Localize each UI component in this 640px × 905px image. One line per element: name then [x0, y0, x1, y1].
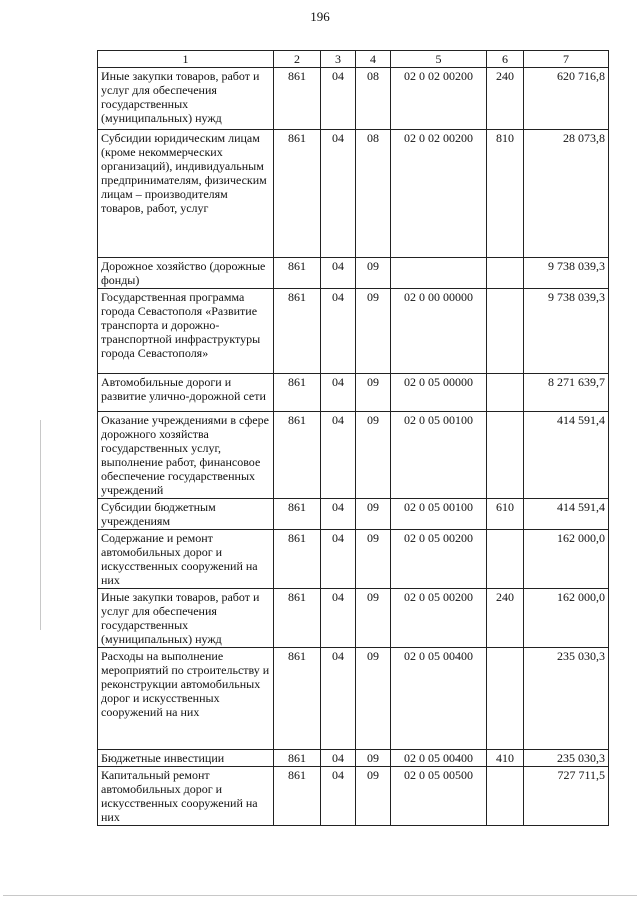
cell-section: 04 [321, 374, 356, 412]
cell-amount: 727 711,5 [524, 767, 609, 826]
cell-ministry: 861 [274, 530, 321, 589]
cell-section: 04 [321, 258, 356, 289]
cell-ministry: 861 [274, 258, 321, 289]
cell-amount: 9 738 039,3 [524, 258, 609, 289]
cell-target: 02 0 05 00400 [391, 750, 487, 767]
cell-subsection: 08 [356, 68, 391, 130]
cell-target: 02 0 02 00200 [391, 68, 487, 130]
scan-artifact [40, 420, 41, 630]
cell-target: 02 0 05 00100 [391, 499, 487, 530]
column-header: 4 [356, 51, 391, 68]
cell-target: 02 0 05 00000 [391, 374, 487, 412]
cell-amount: 620 716,8 [524, 68, 609, 130]
cell-expense-type [487, 258, 524, 289]
cell-section: 04 [321, 412, 356, 499]
budget-table [97, 50, 609, 826]
cell-amount: 414 591,4 [524, 412, 609, 499]
cell-name: Иные закупки товаров, работ и услуг для обеспечения государственных (муниципальных) нужд [98, 68, 274, 130]
table-row [98, 589, 609, 648]
cell-amount: 162 000,0 [524, 530, 609, 589]
cell-ministry: 861 [274, 130, 321, 258]
scan-artifact [3, 895, 637, 896]
cell-target: 02 0 05 00200 [391, 530, 487, 589]
column-header: 2 [274, 51, 321, 68]
cell-section: 04 [321, 648, 356, 750]
table-row [98, 530, 609, 589]
cell-name: Бюджетные инвестиции [98, 750, 274, 767]
table-row [98, 130, 609, 258]
cell-expense-type [487, 648, 524, 750]
cell-target: 02 0 00 00000 [391, 289, 487, 374]
cell-section: 04 [321, 68, 356, 130]
cell-expense-type: 810 [487, 130, 524, 258]
cell-target [391, 258, 487, 289]
cell-section: 04 [321, 530, 356, 589]
table-row [98, 499, 609, 530]
cell-amount: 8 271 639,7 [524, 374, 609, 412]
cell-name: Субсидии юридическим лицам (кроме некоммерческих организаций), индивидуальным предпринимателям, физическим лицам – производителям товаров, работ, услуг [98, 130, 274, 258]
cell-subsection: 09 [356, 648, 391, 750]
cell-target: 02 0 05 00400 [391, 648, 487, 750]
cell-subsection: 08 [356, 130, 391, 258]
cell-ministry: 861 [274, 68, 321, 130]
cell-expense-type: 610 [487, 499, 524, 530]
cell-section: 04 [321, 589, 356, 648]
cell-target: 02 0 05 00500 [391, 767, 487, 826]
page-number: 196 [310, 9, 330, 24]
cell-target: 02 0 05 00100 [391, 412, 487, 499]
cell-amount: 235 030,3 [524, 648, 609, 750]
cell-amount: 9 738 039,3 [524, 289, 609, 374]
cell-ministry: 861 [274, 374, 321, 412]
table-row [98, 68, 609, 130]
cell-expense-type: 410 [487, 750, 524, 767]
cell-expense-type [487, 289, 524, 374]
cell-expense-type [487, 530, 524, 589]
cell-expense-type: 240 [487, 68, 524, 130]
cell-amount: 235 030,3 [524, 750, 609, 767]
cell-ministry: 861 [274, 499, 321, 530]
column-header: 5 [391, 51, 487, 68]
cell-section: 04 [321, 130, 356, 258]
cell-subsection: 09 [356, 374, 391, 412]
cell-expense-type: 240 [487, 589, 524, 648]
cell-subsection: 09 [356, 530, 391, 589]
cell-name: Субсидии бюджетным учреждениям [98, 499, 274, 530]
cell-subsection: 09 [356, 499, 391, 530]
cell-name: Содержание и ремонт автомобильных дорог и искусственных сооружений на них [98, 530, 274, 589]
cell-expense-type [487, 767, 524, 826]
cell-name: Иные закупки товаров, работ и услуг для обеспечения государственных (муниципальных) нужд [98, 589, 274, 648]
cell-ministry: 861 [274, 412, 321, 499]
table-row [98, 750, 609, 767]
column-header: 3 [321, 51, 356, 68]
cell-name: Расходы на выполнение мероприятий по строительству и реконструкции автомобильных дорог и искусственных сооружений на них [98, 648, 274, 750]
cell-subsection: 09 [356, 750, 391, 767]
cell-amount: 28 073,8 [524, 130, 609, 258]
table-row [98, 648, 609, 750]
cell-subsection: 09 [356, 767, 391, 826]
cell-ministry: 861 [274, 648, 321, 750]
cell-name: Государственная программа города Севастополя «Развитие транспорта и дорожно-транспортной инфраструктуры города Севастополя» [98, 289, 274, 374]
table-row [98, 258, 609, 289]
cell-section: 04 [321, 289, 356, 374]
column-header: 1 [98, 51, 274, 68]
cell-section: 04 [321, 499, 356, 530]
cell-name: Автомобильные дороги и развитие улично-дорожной сети [98, 374, 274, 412]
cell-ministry: 861 [274, 589, 321, 648]
cell-target: 02 0 02 00200 [391, 130, 487, 258]
cell-subsection: 09 [356, 412, 391, 499]
cell-section: 04 [321, 750, 356, 767]
cell-expense-type [487, 412, 524, 499]
cell-section: 04 [321, 767, 356, 826]
cell-name: Капитальный ремонт автомобильных дорог и искусственных сооружений на них [98, 767, 274, 826]
cell-ministry: 861 [274, 767, 321, 826]
cell-ministry: 861 [274, 289, 321, 374]
table-body [98, 68, 609, 826]
cell-ministry: 861 [274, 750, 321, 767]
table-row [98, 767, 609, 826]
cell-amount: 162 000,0 [524, 589, 609, 648]
column-header: 7 [524, 51, 609, 68]
table-row [98, 374, 609, 412]
column-header: 6 [487, 51, 524, 68]
cell-subsection: 09 [356, 289, 391, 374]
cell-name: Оказание учреждениями в сфере дорожного хозяйства государственных услуг, выполнение работ, финансовое обеспечение государственных учреждений [98, 412, 274, 499]
table-row [98, 412, 609, 499]
cell-subsection: 09 [356, 258, 391, 289]
cell-target: 02 0 05 00200 [391, 589, 487, 648]
cell-amount: 414 591,4 [524, 499, 609, 530]
cell-name: Дорожное хозяйство (дорожные фонды) [98, 258, 274, 289]
cell-expense-type [487, 374, 524, 412]
table-header-row [98, 51, 609, 68]
table-row [98, 289, 609, 374]
cell-subsection: 09 [356, 589, 391, 648]
